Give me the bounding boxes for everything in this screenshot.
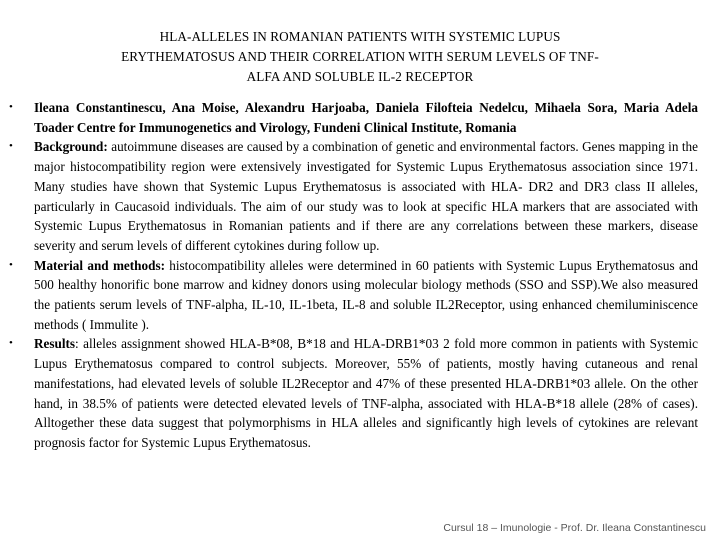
results-text: : alleles assignment showed HLA-B*08, B*18 and HLA-DRB1*03 2 fold more common in patients with Systemic Lupus Erythematosus compared to control subjects. Moreover, 55% of patients, mostly having cutaneous and renal manifestations, had elevated levels of soluble IL2Receptor and 47% of these presented HLA-DRB1*03 allele. On the other hand, in 38.5% of patients were detected elevated levels of TNF-alpha, associated with HLA-B*18 allele (28% of cases). Alltogether these data suggest that polymorphisms in HLA alleles and significantly high levels of cytokines are relevant prognosis factor for Systemic Lupus Erythematosus. <box>34 336 698 450</box>
slide-title-line-2: ERYTHEMATOSUS AND THEIR CORRELATION WITH SERUM LEVELS OF TNF- <box>121 49 599 64</box>
slide-title <box>40 27 680 87</box>
slide-footer: Cursul 18 – Imunologie - Prof. Dr. Ileana Constantinescu <box>443 522 706 534</box>
bullet-icon: • <box>9 140 13 153</box>
slide-title-line-1: HLA-ALLELES IN ROMANIAN PATIENTS WITH SYSTEMIC LUPUS <box>159 29 561 44</box>
slide-title-line-3: ALFA AND SOLUBLE IL-2 RECEPTOR <box>246 69 474 84</box>
background-heading: Background: <box>34 139 108 155</box>
methods-heading: Material and methods: <box>34 257 165 273</box>
results-heading: Results <box>34 336 76 352</box>
authors-affiliation: Ileana Constantinescu, Ana Moise, Alexandru Harjoaba, Daniela Filofteia Nedelcu, Mihaela Sora, Maria Adela Toader Centre for Immunogenetics and Virology, Fundeni Clinical Institute, Romania <box>34 100 698 135</box>
background-text: autoimmune diseases are caused by a combination of genetic and environmental factors. Genes mapping in the major histocompatibility region were extensively investigated for Systemic Lupus Erythematosus association since 1971. Many studies have shown that Systemic Lupus Erythematosus is associated with HLA- DR2 and DR3 class II alleles, particularly in Caucasoid individuals. The aim of our study was to look at specific HLA markers that are associated with Systemic Lupus Erythematosus in Romanian patients and if there are any correlations between these markers, disease severity and serum levels of different cytokines during follow up. <box>34 139 698 253</box>
bullet-icon: • <box>9 258 13 271</box>
methods-text: histocompatibility alleles were determined in 60 patients with Systemic Lupus Erythematosus and 500 healthy honorific bone marrow and kidney donors using molecular biology methods (SSO and SSP).We also measured the patients serum levels of TNF-alpha, IL-10, IL-1beta, IL-8 and soluble IL2Receptor, using enhanced chemiluminiscence methods ( Immulite ). <box>34 257 698 332</box>
bullet-icon: • <box>9 337 13 350</box>
abstract-bullet-list <box>0 98 720 453</box>
bullet-authors <box>9 98 698 137</box>
bullet-results <box>9 334 698 452</box>
bullet-icon: • <box>9 101 13 113</box>
bullet-background <box>9 137 698 255</box>
bullet-methods <box>9 256 698 335</box>
